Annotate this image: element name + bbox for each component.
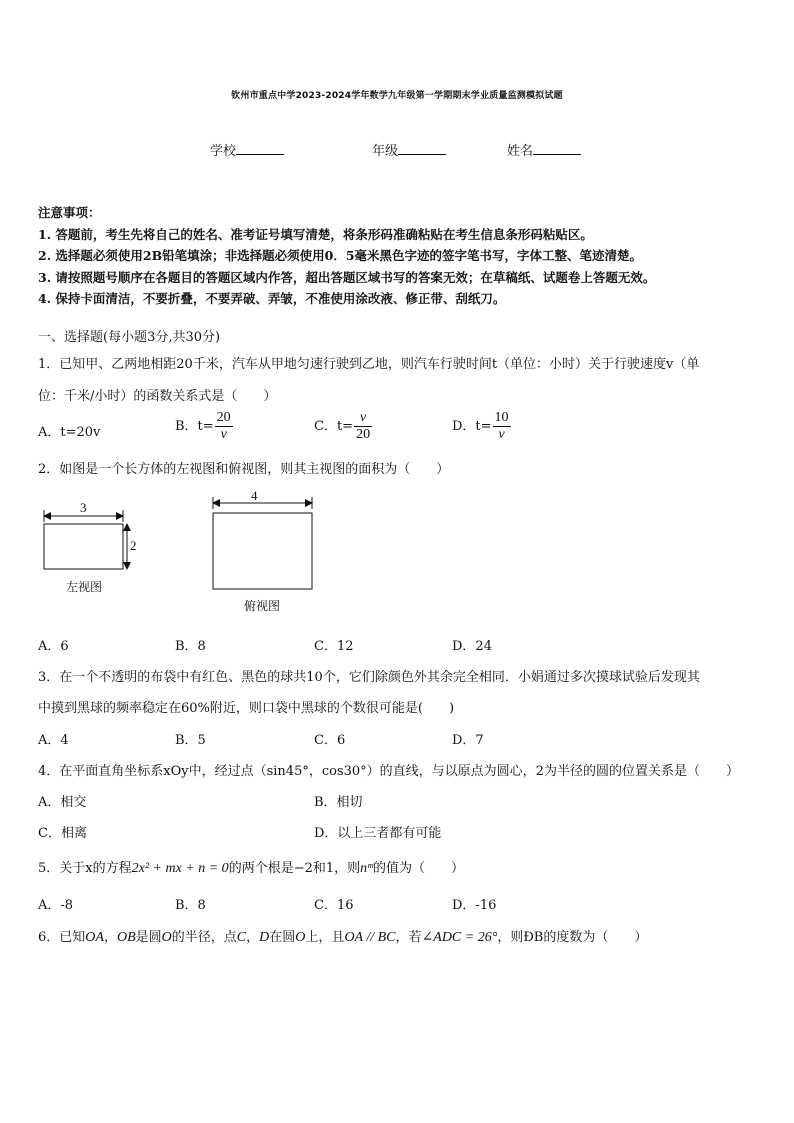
grade-blank[interactable] bbox=[398, 142, 446, 155]
q5-expression: nᵐ bbox=[360, 861, 373, 876]
q1-d-fraction bbox=[493, 410, 511, 443]
q6-angle: ∠ADC = 26° bbox=[421, 930, 498, 945]
left-height-label: 2 bbox=[130, 538, 137, 553]
q6-parallel: OA // BC bbox=[344, 930, 396, 945]
q4-option-a[interactable]: A．相交 bbox=[38, 795, 87, 810]
q2-text: 2．如图是一个长方体的左视图和俯视图，则其主视图的面积为（ ） bbox=[38, 462, 450, 477]
name-label: 姓名 bbox=[507, 144, 534, 159]
left-width-label: 3 bbox=[80, 500, 87, 515]
q5-equation: 2x² + mx + n = 0 bbox=[131, 861, 229, 876]
q6-ob: OB bbox=[116, 930, 136, 945]
top-width-label: 4 bbox=[251, 488, 258, 503]
q6-part: 上，且 bbox=[305, 930, 345, 945]
name-blank[interactable] bbox=[533, 142, 581, 155]
fraction-denominator: v bbox=[498, 427, 505, 442]
top-view-caption: 俯视图 bbox=[244, 599, 281, 613]
q4-option-c[interactable]: C．相离 bbox=[38, 826, 87, 841]
q6-d: D bbox=[259, 930, 270, 945]
q1-b-fraction bbox=[215, 410, 233, 443]
q5-suffix: 的值为（ ） bbox=[372, 861, 464, 876]
fraction-numerator: v bbox=[354, 410, 372, 427]
q2-option-a[interactable]: A．6 bbox=[38, 639, 69, 654]
q6-part: ， bbox=[103, 930, 117, 945]
q2-option-d[interactable]: D．24 bbox=[452, 639, 492, 654]
q4-text: 4．在平面直角坐标系xOy中，经过点（sin45°，cos30°）的直线，与以原点为圆心，2为半径的圆的位置关系是（ ） bbox=[38, 764, 739, 779]
q1-d-prefix: D．t= bbox=[452, 419, 492, 434]
q5-text bbox=[38, 857, 464, 877]
q5-option-d[interactable]: D．-16 bbox=[452, 898, 497, 913]
q1-option-b[interactable] bbox=[175, 410, 233, 443]
q6-part: 的半径，点 bbox=[171, 930, 237, 945]
fraction-numerator: 20 bbox=[216, 410, 231, 425]
q1-b-prefix: B．t= bbox=[175, 419, 214, 434]
q6-text bbox=[38, 926, 647, 946]
q6-oa: OA bbox=[85, 930, 104, 945]
section-heading: 一、选择题(每小题3分,共30分) bbox=[38, 330, 221, 345]
q6-part: 6．已知 bbox=[38, 930, 86, 945]
name-field bbox=[507, 140, 581, 159]
top-view-rect bbox=[213, 513, 312, 589]
page-title: 钦州市重点中学2023-2024学年数学九年级第一学期期末学业质量监测模拟试题 bbox=[231, 91, 563, 101]
q6-part: 是圆 bbox=[135, 930, 162, 945]
notes-heading: 注意事项： bbox=[38, 205, 101, 220]
note-item: 4. 保持卡面清洁，不要折叠，不要弄破、弄皱，不准使用涂改液、修正带、刮纸刀。 bbox=[38, 291, 506, 306]
school-label: 学校 bbox=[210, 144, 237, 159]
q4-option-d[interactable]: D．以上三者都有可能 bbox=[314, 826, 442, 841]
q6-part: ， bbox=[246, 930, 260, 945]
q1-c-prefix: C．t= bbox=[314, 419, 354, 434]
left-view-caption: 左视图 bbox=[66, 580, 103, 594]
q2-figure bbox=[36, 488, 326, 620]
q1-option-c[interactable] bbox=[314, 410, 372, 443]
q6-part: ，若 bbox=[395, 930, 422, 945]
q3-option-a[interactable]: A．4 bbox=[38, 733, 69, 748]
q5-middle: 的两个根是−2和1，则 bbox=[228, 861, 361, 876]
note-item: 1. 答题前，考生先将自己的姓名、准考证号填写清楚，将条形码准确粘贴在考生信息条形码粘贴区。 bbox=[38, 226, 593, 242]
q5-prefix: 5．关于x的方程 bbox=[38, 861, 132, 876]
fraction-numerator: 10 bbox=[494, 410, 509, 425]
q6-o: O bbox=[161, 930, 172, 945]
q3-option-c[interactable]: C．6 bbox=[314, 733, 346, 748]
note-item: 2. 选择题必须使用2B铅笔填涂；非选择题必须使用0．5毫米黑色字迹的签字笔书写，字体工整、笔迹清楚。 bbox=[38, 248, 643, 263]
note-item: 3. 请按照题号顺序在各题目的答题区域内作答，超出答题区域书写的答案无效；在草稿纸、试题卷上答题无效。 bbox=[38, 269, 656, 285]
q6-part: 在圆 bbox=[269, 930, 296, 945]
left-view-rect bbox=[44, 524, 123, 569]
q5-option-c[interactable]: C．16 bbox=[314, 898, 354, 913]
q3-line2: 中摸到黑球的频率稳定在60%附近，则口袋中黑球的个数很可能是( ) bbox=[38, 701, 455, 716]
q6-o: O bbox=[295, 930, 306, 945]
q2-option-c[interactable]: C．12 bbox=[314, 639, 354, 654]
q6-part: ，则ÐB的度数为（ ） bbox=[497, 930, 648, 945]
school-field bbox=[210, 140, 284, 159]
q1-option-d[interactable] bbox=[452, 410, 511, 443]
grade-label: 年级 bbox=[372, 144, 399, 159]
q3-line1: 3．在一个不透明的布袋中有红色、黑色的球共10个，它们除颜色外其余完全相同．小娟通过多次摸球试验后发现其 bbox=[38, 670, 700, 685]
notes-block bbox=[38, 202, 655, 310]
q4-option-b[interactable]: B．相切 bbox=[314, 795, 363, 810]
q1-line1: 1．已知甲、乙两地相距20千米，汽车从甲地匀速行驶到乙地，则汽车行驶时间t（单位：小时）关于行驶速度v（单 bbox=[38, 357, 700, 372]
q6-c: C bbox=[236, 930, 247, 945]
q1-line2: 位：千米/小时）的函数关系式是（ ） bbox=[38, 389, 277, 404]
grade-field bbox=[372, 140, 446, 159]
school-blank[interactable] bbox=[236, 142, 284, 155]
q1-c-fraction bbox=[354, 410, 372, 443]
q3-option-d[interactable]: D．7 bbox=[452, 733, 484, 748]
fraction-denominator: 20 bbox=[356, 427, 371, 442]
q2-option-b[interactable]: B．8 bbox=[175, 639, 206, 654]
q5-option-a[interactable]: A．-8 bbox=[38, 898, 74, 913]
q5-option-b[interactable]: B．8 bbox=[175, 898, 206, 913]
q3-option-b[interactable]: B．5 bbox=[175, 733, 206, 748]
q1-option-a[interactable]: A．t=20v bbox=[38, 425, 101, 440]
fraction-denominator: v bbox=[220, 427, 227, 442]
